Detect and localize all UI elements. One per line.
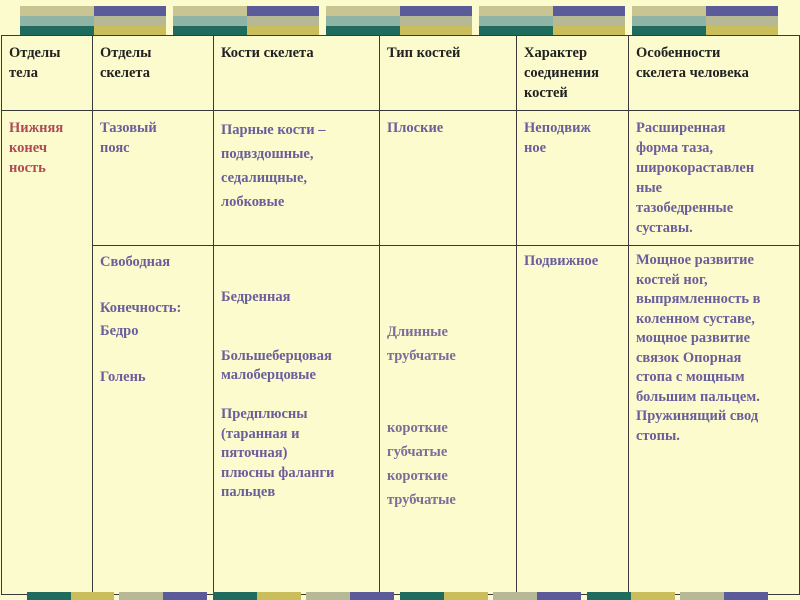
cell-joint-free-limb: Подвижное <box>517 246 629 595</box>
header-bone-type: Тип костей <box>380 36 517 111</box>
decorative-footer-stripes <box>0 592 800 600</box>
table-row <box>2 246 800 595</box>
stripe-block <box>20 6 166 36</box>
stripe-block <box>479 6 625 36</box>
stripe-block <box>632 6 778 36</box>
table-header-row <box>2 36 800 111</box>
cell-features-free-limb: Мощное развитие костей ног, выпрямленность в коленном суставе, мощное развитие связок Опорная стопа с мощным большим пальцем. Пружинящий свод стопы. <box>629 246 800 595</box>
header-joint-type: Характер соединения костей <box>517 36 629 111</box>
header-body-section: Отделы тела <box>2 36 93 111</box>
cell-features-pelvis: Расширенная форма таза, широкораставлен ные тазобедренные суставы. <box>629 111 800 246</box>
cell-type-free-limb: Длинные трубчатые короткие губчатые короткие трубчатые <box>380 246 517 595</box>
table-row <box>2 111 800 246</box>
skeleton-table <box>1 35 800 595</box>
cell-type-pelvis: Плоские <box>380 111 517 246</box>
cell-joint-pelvis: Неподвиж ное <box>517 111 629 246</box>
cell-section-free-limb: Свободная Конечность: Бедро Голень <box>93 246 214 595</box>
cell-bones-free-limb: Бедренная Большеберцовая малоберцовые Предплюсны (таранная и пяточная) плюсны фаланги пальцев <box>214 246 380 595</box>
stripe-block <box>326 6 472 36</box>
header-bones: Кости скелета <box>214 36 380 111</box>
stripe-block <box>173 6 319 36</box>
header-features: Особенности скелета человека <box>629 36 800 111</box>
decorative-header-stripes <box>0 0 800 36</box>
header-skeleton-section: Отделы скелета <box>93 36 214 111</box>
cell-body-section: Нижняя конеч ность <box>2 111 93 595</box>
cell-section-pelvis: Тазовый пояс <box>93 111 214 246</box>
cell-bones-pelvis: Парные кости – подвздошные, седалищные, лобковые <box>214 111 380 246</box>
